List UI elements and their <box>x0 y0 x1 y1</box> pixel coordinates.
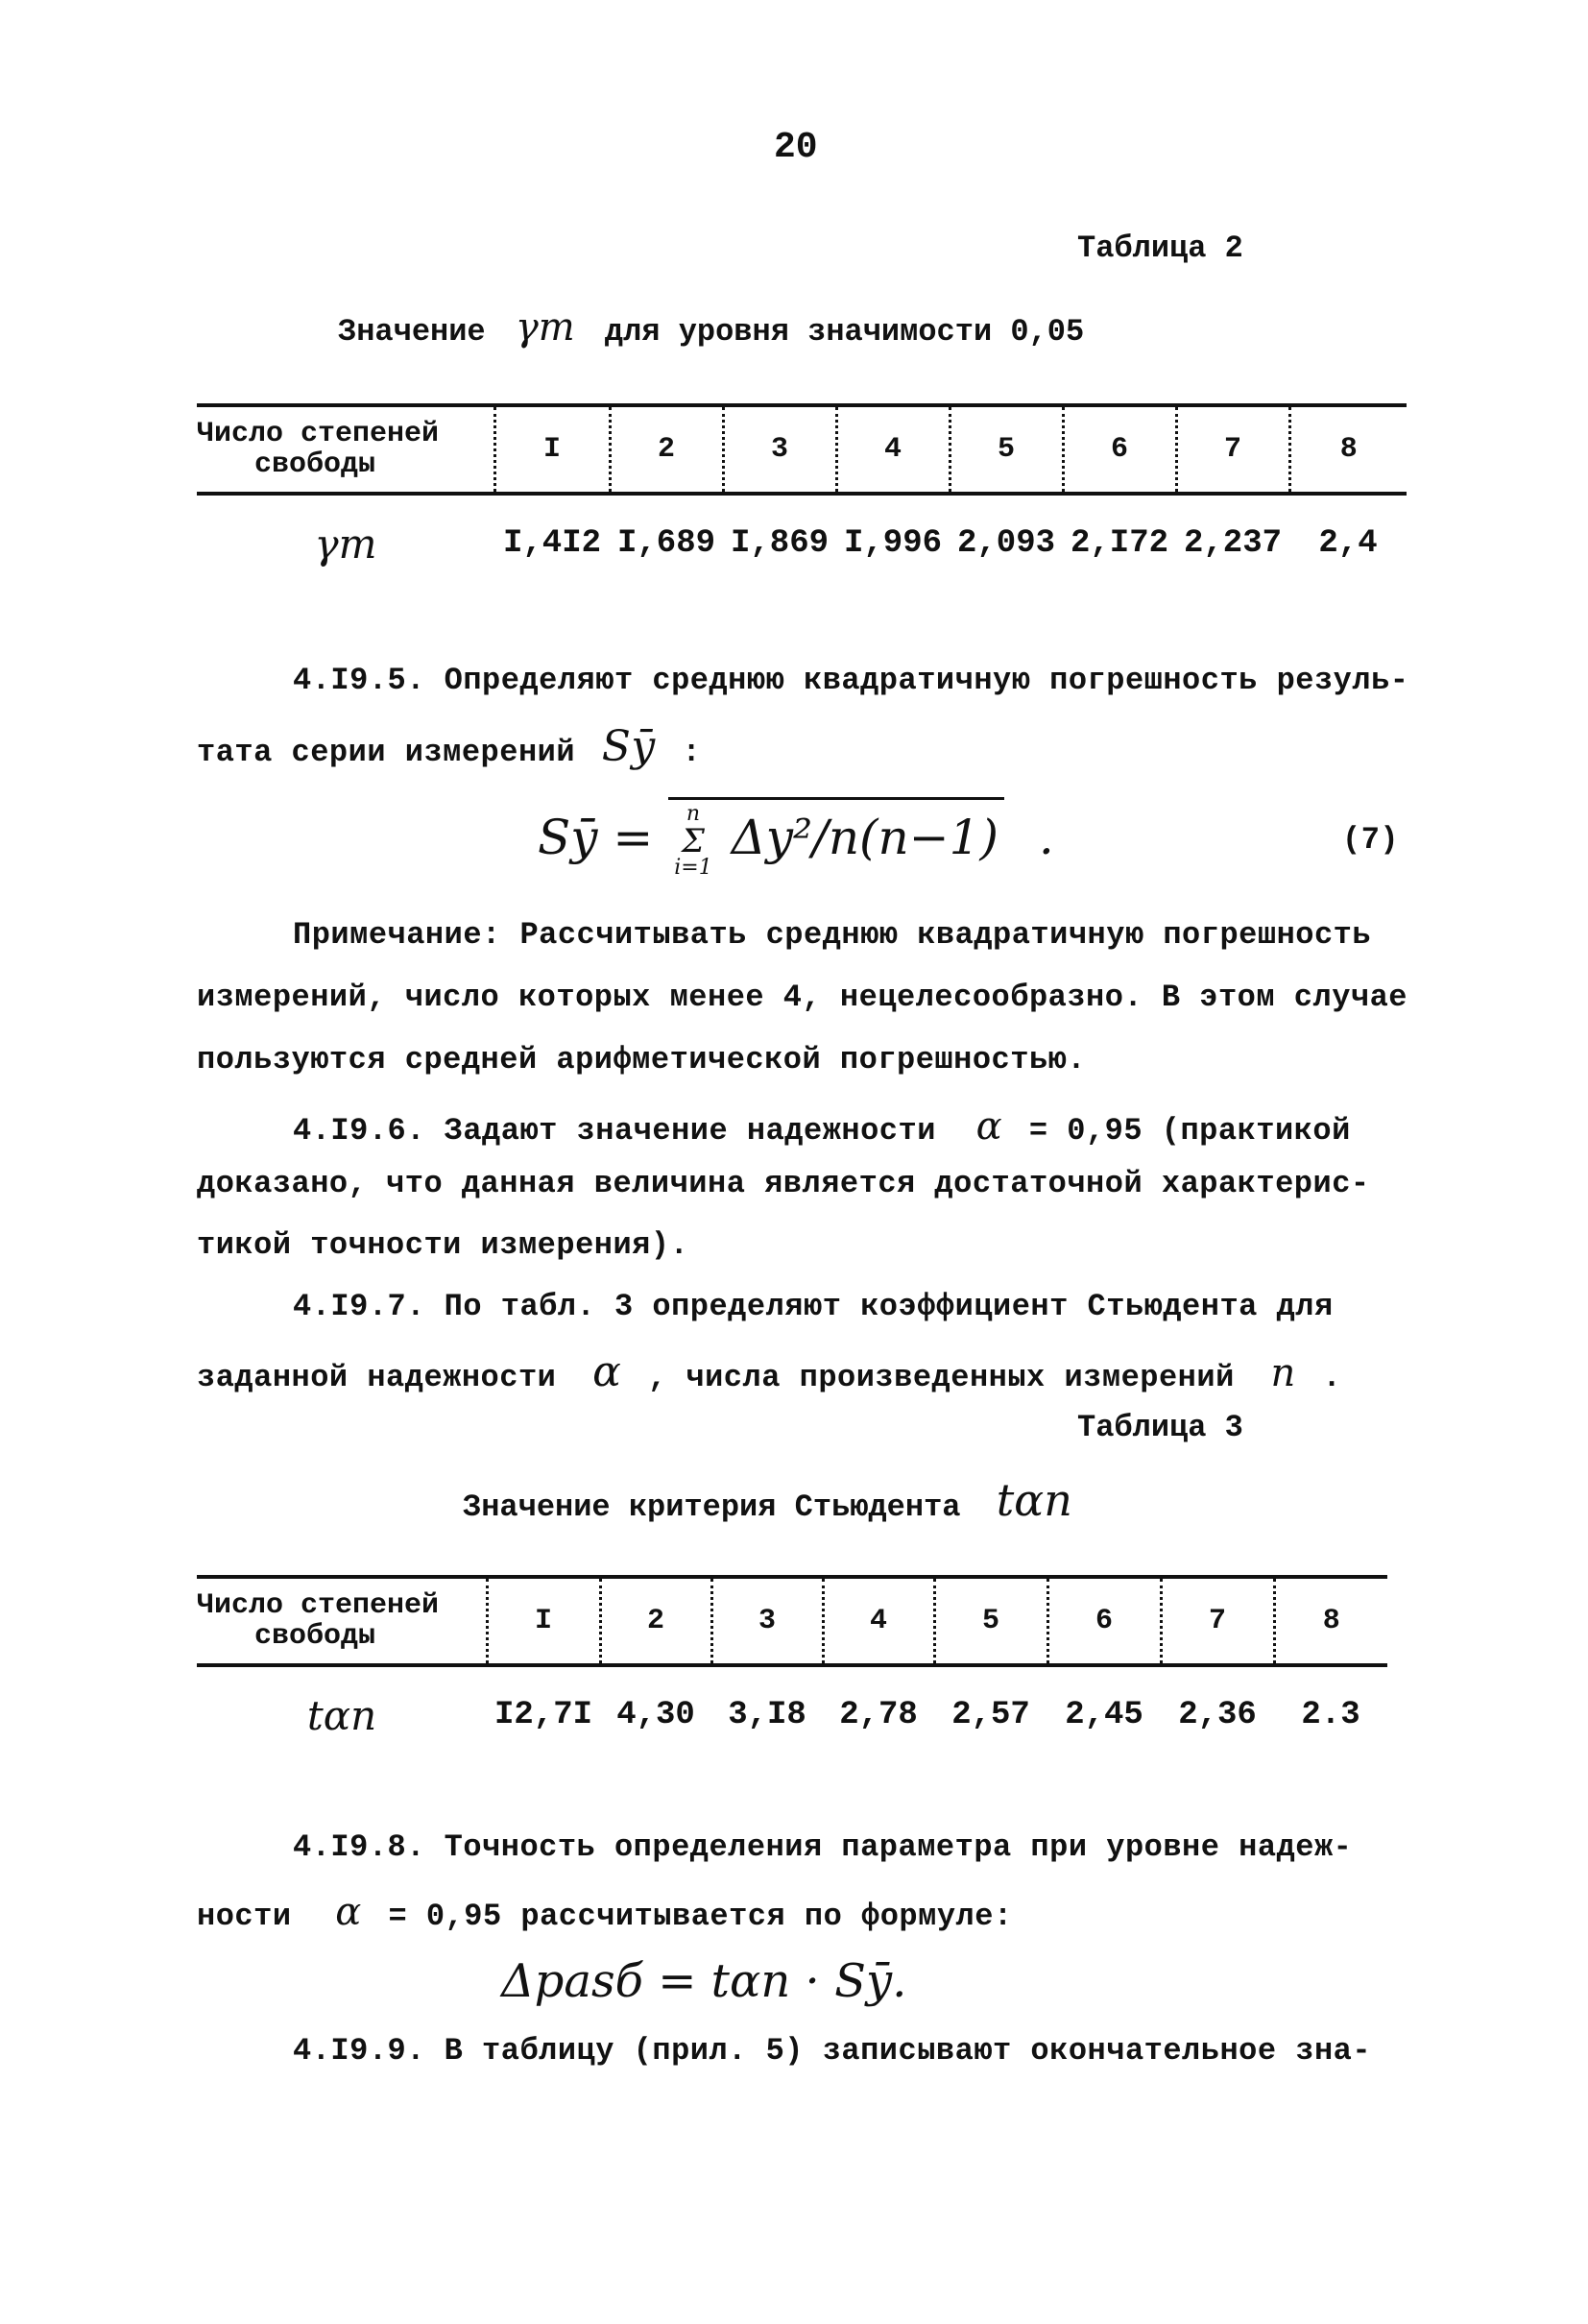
table2-col-header: 8 <box>1289 405 1407 494</box>
table3-cell: I2,7I <box>493 1697 593 1733</box>
table2-title-suffix: для уровня значимости 0,05 <box>604 314 1085 350</box>
table2-col-header: I <box>494 405 610 494</box>
table2-cell: I,869 <box>730 525 830 562</box>
table2-col-header: 4 <box>836 405 950 494</box>
table2-header-label: Число степеней свободы <box>197 418 440 481</box>
p4197-line2: заданной надежности α , числа произведенных измерений n . <box>197 1347 1342 1396</box>
p4196-line1: 4.I9.6. Задают значение надежности α = 0,95 (практикой <box>293 1104 1351 1149</box>
table3-title-symbol: tαn <box>996 1474 1072 1526</box>
table2-cell: I,689 <box>616 525 716 562</box>
table3-col-header: 3 <box>711 1577 823 1665</box>
table3-cell: 2,36 <box>1178 1697 1257 1733</box>
table3-col-header: 5 <box>934 1577 1047 1665</box>
table3-col-header: I <box>487 1577 600 1665</box>
table2-row-label: γт <box>314 520 377 568</box>
table3-title <box>463 1474 1072 1526</box>
note-line3: пользуются средней арифметической погрешностью. <box>197 1042 1087 1077</box>
table2-title-symbol: γт <box>515 305 575 350</box>
p4198-line1: 4.I9.8. Точность определения параметра при уровне надеж- <box>293 1829 1353 1865</box>
table3-value-row <box>197 1665 1387 1763</box>
table3-cell: 3,I8 <box>728 1697 806 1733</box>
n-symbol: n <box>1270 1351 1296 1395</box>
table3-col-header: 7 <box>1161 1577 1274 1665</box>
table2-cell: 2,237 <box>1183 525 1283 562</box>
table3-cell: 2,78 <box>839 1697 918 1733</box>
table2-caption: Таблица 2 <box>1077 230 1243 266</box>
table2-col-header: 7 <box>1176 405 1289 494</box>
formula-delta: Δраsб = tαn · Sȳ. <box>501 1954 907 2008</box>
note-line1: Примечание: Рассчитывать среднюю квадратичную погрешность <box>293 917 1372 953</box>
formula7-body: Δy²/n(n−1) <box>731 810 999 865</box>
sy-symbol: Sȳ <box>601 722 656 771</box>
alpha-symbol: α <box>335 1890 362 1934</box>
table2-cell: I,4I2 <box>502 525 602 562</box>
formula-7: Sȳ = n Σ i=1 Δy²/n(n−1) . <box>538 797 1054 879</box>
formula7-lhs: Sȳ <box>538 810 598 865</box>
table2-col-header: 6 <box>1063 405 1176 494</box>
formula7-eq: = <box>613 810 654 865</box>
note-line2: измерений, число которых менее 4, нецелесообразно. В этом случае <box>197 980 1408 1015</box>
table3-title-prefix: Значение критерия Стьюдента <box>463 1489 961 1525</box>
table3-cell: 4,30 <box>616 1697 695 1733</box>
formula7-sqrt <box>668 797 1004 879</box>
table3-cell: 2,45 <box>1065 1697 1143 1733</box>
table3-caption: Таблица 3 <box>1077 1410 1243 1445</box>
table2-title <box>338 305 1084 350</box>
table2-cell: 2,4 <box>1318 525 1378 562</box>
table3-header-label: Число степеней свободы <box>197 1589 440 1653</box>
table2-header-row <box>197 405 1407 494</box>
table2-cell: I,996 <box>843 525 943 562</box>
table3-col-header: 4 <box>823 1577 934 1665</box>
alpha-symbol: α <box>592 1347 622 1396</box>
p4198-line2: ности α = 0,95 рассчитывается по формуле: <box>197 1890 1013 1934</box>
page-number: 20 <box>774 127 818 168</box>
p4195-line2: тата серии измерений Sȳ : <box>197 722 702 771</box>
p4196-line3: тикой точности измерения). <box>197 1227 689 1263</box>
table3 <box>197 1575 1387 1763</box>
alpha-symbol: α <box>975 1104 1003 1149</box>
table2-title-prefix: Значение <box>338 314 486 350</box>
table2-cell: 2,I72 <box>1070 525 1169 562</box>
table2-col-header: 2 <box>610 405 723 494</box>
table3-row-label: tαn <box>306 1691 377 1739</box>
table2 <box>197 403 1407 592</box>
table3-cell: 2.3 <box>1301 1697 1360 1733</box>
table3-col-header: 6 <box>1047 1577 1161 1665</box>
table2-col-header: 5 <box>950 405 1063 494</box>
table2-value-row <box>197 494 1407 592</box>
p4199-line1: 4.I9.9. В таблицу (прил. 5) записывают окончательное зна- <box>293 2033 1372 2069</box>
formula7-sum: n Σ i=1 <box>674 802 712 880</box>
p4196-line2: доказано, что данная величина является достаточной характерис- <box>197 1166 1370 1201</box>
table3-cell: 2,57 <box>951 1697 1030 1733</box>
p4197-line1: 4.I9.7. По табл. 3 определяют коэффициент Стьюдента для <box>293 1289 1334 1324</box>
table2-col-header: 3 <box>723 405 836 494</box>
table3-header-row <box>197 1577 1387 1665</box>
table3-col-header: 8 <box>1274 1577 1387 1665</box>
table2-cell: 2,093 <box>956 525 1056 562</box>
formula7-number: (7) <box>1342 822 1400 858</box>
p4195-line1: 4.I9.5. Определяют среднюю квадратичную погрешность резуль- <box>293 663 1409 698</box>
table3-col-header: 2 <box>600 1577 711 1665</box>
